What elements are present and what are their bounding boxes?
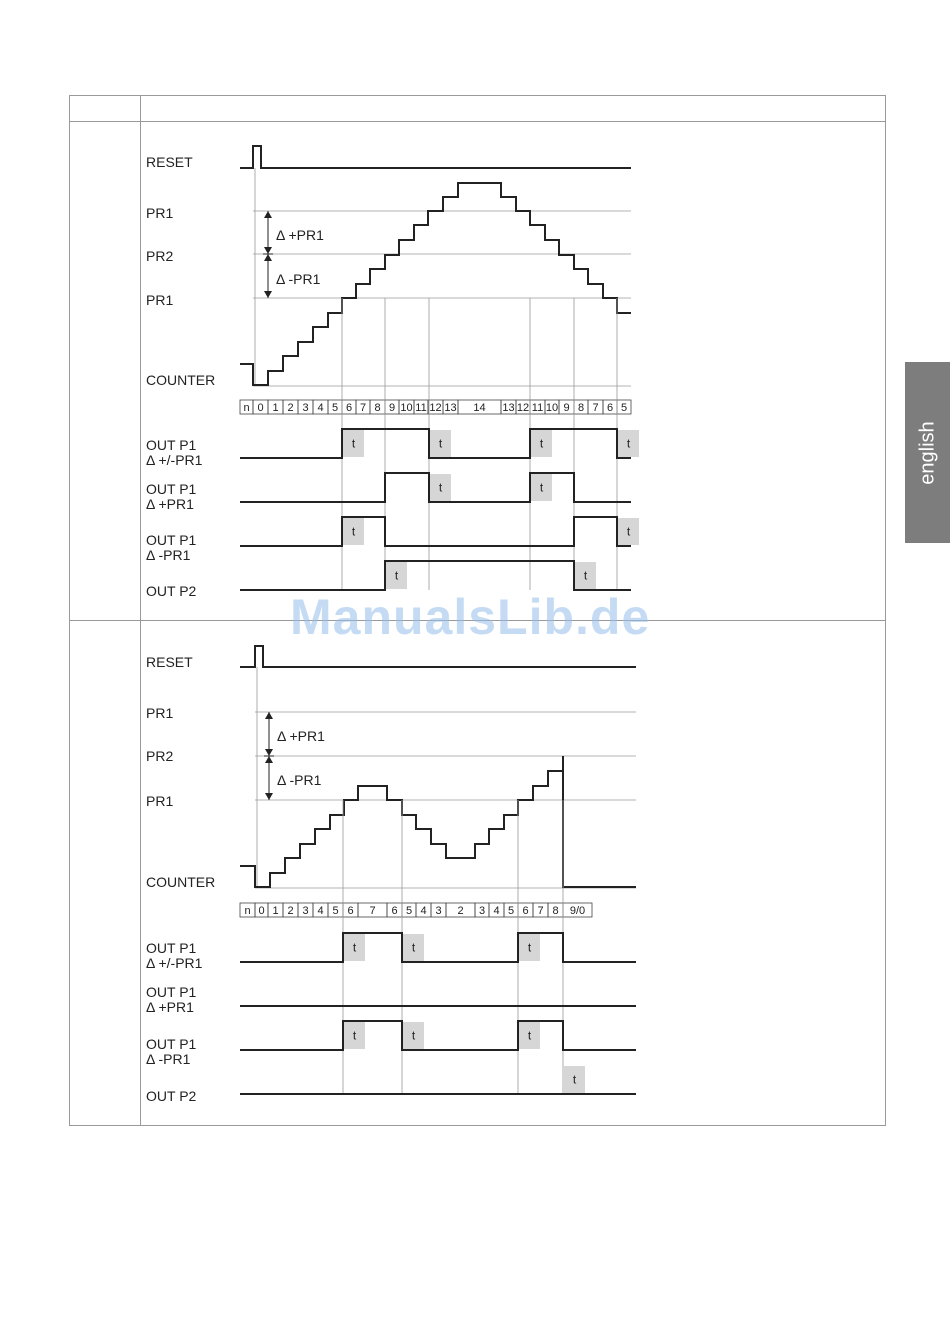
timer-label: t — [572, 1072, 577, 1087]
counter-cell-label: 4 — [317, 402, 324, 414]
timer-label: t — [583, 568, 588, 583]
counter-cell-label: 13 — [502, 402, 515, 414]
timer-label: t — [411, 940, 416, 955]
timer-label: t — [626, 436, 631, 451]
timer-label: t — [394, 568, 399, 583]
counter-cell-label: 0 — [258, 905, 265, 917]
signal-label: OUT P1 — [146, 481, 197, 497]
timer-label: t — [626, 524, 631, 539]
counter-cell-label: 8 — [577, 402, 585, 414]
signal-label: PR2 — [146, 248, 174, 264]
out-p1-minus-signal — [240, 1021, 636, 1050]
counter-cell-label: 6 — [347, 905, 354, 917]
out-p2-signal — [240, 561, 631, 590]
arrow-head — [264, 211, 272, 218]
counter-cell-label: 2 — [457, 905, 464, 917]
signal-label: OUT P2 — [146, 583, 197, 599]
counter-cell-label: 11 — [415, 402, 427, 414]
timer-label: t — [527, 1028, 532, 1043]
counter-cell-label: 10 — [400, 402, 413, 414]
arrow-head — [265, 712, 273, 719]
counter-cell-label: n — [243, 402, 250, 414]
signal-label: OUT P1 — [146, 532, 197, 548]
delta-label: Δ -PR1 — [277, 772, 322, 788]
counter-cell-label: n — [244, 905, 251, 917]
counter-cell-label: 8 — [552, 905, 559, 917]
delta-label: Δ -PR1 — [276, 271, 321, 287]
counter-cell-label: 3 — [478, 905, 486, 917]
counter-cell-label: 5 — [507, 905, 515, 917]
counter-cell-label: 7 — [359, 402, 367, 414]
signal-label: OUT P1 — [146, 940, 197, 956]
counter-cell-label: 5 — [332, 905, 339, 917]
signal-label: PR1 — [146, 292, 174, 308]
signal-label: Δ +PR1 — [146, 999, 194, 1015]
counter-cell-label: 9 — [388, 402, 396, 414]
counter-cell-label: 10 — [545, 402, 559, 414]
counter-cell-label: 3 — [302, 905, 309, 917]
signal-label: OUT P1 — [146, 1036, 197, 1052]
signal-label: COUNTER — [146, 874, 216, 890]
signal-label: Δ +PR1 — [146, 496, 194, 512]
timer-label: t — [351, 436, 356, 451]
counter-cell-label: 7 — [592, 402, 599, 414]
counter-cell-label: 6 — [606, 402, 614, 414]
counter-cell-label: 0 — [257, 402, 264, 414]
signal-label: PR1 — [146, 705, 174, 721]
timer-label: t — [438, 436, 443, 451]
counter-cell-label: 4 — [420, 905, 427, 917]
counter-cell-label: 6 — [345, 402, 353, 414]
signal-label: RESET — [146, 154, 193, 170]
counter-cell-label: 9 — [563, 402, 570, 414]
timer-label: t — [527, 940, 532, 955]
counter-cell-label: 9/0 — [569, 905, 586, 917]
arrow-head — [265, 749, 273, 756]
counter-cell-label: 14 — [473, 402, 486, 414]
counter-cell-label: 8 — [374, 402, 381, 414]
delta-label: Δ +PR1 — [276, 227, 324, 243]
reset-signal — [240, 146, 631, 168]
signal-label: Δ +/-PR1 — [146, 452, 203, 468]
counter-cell-label: 3 — [435, 905, 442, 917]
counter-cell-label: 3 — [302, 402, 309, 414]
signal-label: OUT P1 — [146, 437, 197, 453]
counter-cell-label: 7 — [369, 905, 376, 917]
counter-cell-label: 11 — [531, 402, 544, 414]
counter-cell-label: 6 — [522, 905, 529, 917]
out-p1-minus-signal — [240, 517, 631, 546]
signal-label: Δ +/-PR1 — [146, 955, 203, 971]
timer-label: t — [351, 524, 356, 539]
signal-label: OUT P1 — [146, 984, 197, 1000]
timer-label: t — [411, 1028, 416, 1043]
counter-cell-label: 5 — [620, 402, 628, 414]
out-p1-plusminus-signal — [240, 933, 636, 962]
signal-label: COUNTER — [146, 372, 216, 388]
delta-label: Δ +PR1 — [277, 728, 325, 744]
arrow-head — [264, 254, 272, 261]
signal-label: RESET — [146, 654, 193, 670]
signal-label: PR1 — [146, 793, 174, 809]
arrow-head — [265, 793, 273, 800]
signal-label: OUT P2 — [146, 1088, 197, 1104]
watermark: ManualsLib.de — [290, 589, 651, 645]
counter-cell-label: 2 — [287, 905, 294, 917]
timer-label: t — [352, 1028, 357, 1043]
counter-cell-label: 12 — [429, 402, 442, 414]
signal-label: PR1 — [146, 205, 174, 221]
signal-label: Δ -PR1 — [146, 1051, 191, 1067]
arrow-head — [264, 291, 272, 298]
counter-cell-label: 2 — [287, 402, 294, 414]
timer-label: t — [438, 480, 443, 495]
counter-cell-label: 5 — [331, 402, 339, 414]
timer-label: t — [352, 940, 357, 955]
counter-cell-label: 4 — [493, 905, 500, 917]
counter-cell-label: 1 — [272, 402, 279, 414]
counter-cell-label: 1 — [272, 905, 279, 917]
counter-cell-label: 12 — [516, 402, 530, 414]
timer-label: t — [539, 480, 544, 495]
counter-cell-label: 7 — [537, 905, 544, 917]
signal-label: PR2 — [146, 748, 174, 764]
arrow-head — [265, 756, 273, 763]
counter-cell-label: 6 — [391, 905, 398, 917]
signal-label: Δ -PR1 — [146, 547, 191, 563]
reset-signal — [240, 646, 636, 667]
counter-cell-label: 4 — [317, 905, 324, 917]
arrow-head — [264, 247, 272, 254]
timer-label: t — [539, 436, 544, 451]
counter-cell-label: 5 — [405, 905, 413, 917]
counter-cell-label: 13 — [444, 402, 457, 414]
language-tab-label: english — [916, 420, 938, 485]
